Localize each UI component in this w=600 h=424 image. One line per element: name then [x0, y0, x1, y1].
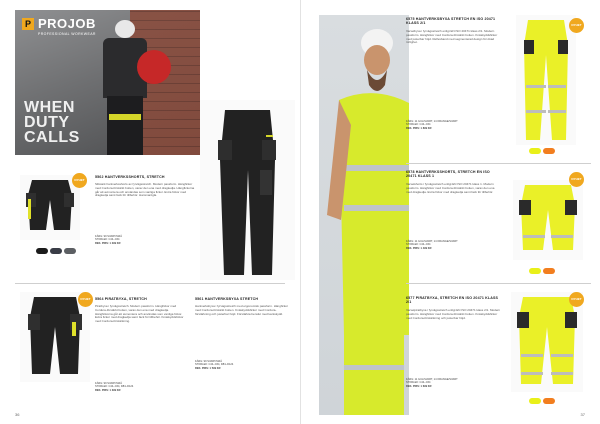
swatch	[64, 248, 76, 254]
badge-new: NYHET	[569, 292, 584, 307]
product-meta: FÄRG: 11 GUL/SVART, 14 ORANGE/SVART STORLEK: C44–C64 REK. PRIS: 1 899 KR	[406, 120, 458, 130]
product-description: Varselpiratbyxa i fyrvägsstretch enligt EN ISO 20471 klass 2/1. Modern passform. Hängfickor med Cordura-förstärkt botten. Knäskyddsfickor med Cordura-förstärkning och justerbar höjd.	[406, 308, 501, 320]
badge-new: NYHET	[78, 292, 93, 307]
product-image-5562	[20, 175, 80, 240]
product-image-6578	[513, 180, 583, 260]
badge-new: NYHET	[72, 173, 87, 188]
product-title: 5562 HANTVERKSSHORTS, STRETCH	[95, 175, 165, 179]
color-swatches	[529, 268, 555, 274]
product-description: Slitstark hantverksshorts av fyrvägsstretch. Modern passform. Hängfickor med Cordura-förstärkt botten, varav den ena med dragkedja. Hängfickorna går att avmontera och användas som vanliga fickor. Extra fickor med dragkedja samt fack för tillbehör. Hammarögla.	[95, 182, 195, 198]
swatch	[529, 148, 541, 154]
badge-new: NYHET	[569, 18, 584, 33]
right-page	[300, 0, 600, 424]
product-image-6575	[516, 15, 576, 145]
swatch	[543, 268, 555, 274]
product-meta: FÄRG: 99 SVART/GRÅ STORLEK: C44–C64 REK. PRIS: 1 299 KR	[95, 235, 123, 245]
product-title: 6578 HANTVERKSSHORTS, STRETCH EN ISO 20471 KLASS 1	[406, 170, 490, 179]
product-meta: FÄRG: 11 GUL/SVART, 14 ORANGE/SVART STORLEK: C44–C64 REK. PRIS: 1 499 KR	[406, 240, 458, 250]
worker-image	[95, 20, 155, 155]
product-title: 5564 PIRATBYXA, STRETCH	[95, 297, 147, 301]
product-meta: FÄRG: 99 SVART/GRÅ STORLEK: C44–C64, D84–D124 REK. PRIS: 1 599 KR	[195, 360, 234, 370]
product-description: Hantverksbyxa i fyrvägsstretch med ergonomisk passform. Hängfickor med Cordura-förstärkt botten. Knäskyddsfickor med Cordura-förstärkning och justerbar höjd. Förstärkta benslut med kantskydd.	[195, 304, 289, 316]
page-number: 37	[580, 412, 585, 417]
hivis-worker-photo	[319, 15, 409, 415]
product-title: 5561 HANTVERKSBYXA STRETCH	[195, 297, 259, 301]
swatch	[50, 248, 62, 254]
product-meta: FÄRG: 99 SVART/GRÅ STORLEK: C44–C64, D84–D124 REK. PRIS: 1 399 KR	[95, 382, 134, 392]
badge-new: NYHET	[569, 172, 584, 187]
product-image-5564	[20, 292, 90, 382]
color-swatches	[529, 148, 555, 154]
divider	[406, 283, 591, 284]
product-description: Varselbyxa i fyrvägsstretch enligt EN ISO 20471 klass 2/1. Modern passform. Hängfickor med Cordura-förstärkt botten. Knäskyddsfickor med justerbar höjd. Reflexband med segmenterad design för ökad rörlighet.	[406, 29, 498, 45]
product-meta: FÄRG: 11 GUL/SVART, 14 ORANGE/SVART STORLEK: C44–C64 REK. PRIS: 1 699 KR	[406, 378, 458, 388]
divider	[406, 163, 591, 164]
product-image-6577	[511, 292, 583, 392]
swatch	[36, 248, 48, 254]
swatch	[529, 268, 541, 274]
product-image-5561	[200, 100, 295, 280]
color-swatches	[529, 398, 555, 404]
product-description: Varselshorts i fyrvägsstretch enligt EN ISO 20471 klass 1. Modern passform. Hängfickor med Cordura-förstärkt botten, varav den ena med dragkedja. Extra fickor med dragkedja samt fack för tillbehör.	[406, 182, 495, 194]
swatch	[543, 398, 555, 404]
swatch	[543, 148, 555, 154]
extinguisher-image	[137, 50, 171, 84]
product-title: 6575 HANTVERKSBYXA STRETCH EN ISO 20471 KLASS 2/1	[406, 17, 496, 26]
brand-logo	[22, 16, 96, 36]
color-swatches	[36, 248, 76, 254]
hero-title: WHEN DUTY CALLS	[24, 99, 80, 146]
product-description: Piratbyxa i fyrvägsstretch. Modern passform. Hängfickor med Cordura-förstärkt botten, varav den ena med dragkedja. Hängfickorna går att avmontera och användas som vanliga fickor. Extra fickor med dragkedja samt fack för tillbehör. Knäskyddsfickor med Cordura-förstärkning.	[95, 304, 184, 324]
product-title: 6577 PIRATBYXA, STRETCH EN ISO 20471 KLASS 2/1	[406, 296, 499, 305]
page-number: 36	[15, 412, 20, 417]
swatch	[529, 398, 541, 404]
brand-tagline: PROFESSIONAL WORKWEAR	[38, 32, 96, 36]
brand-mark-icon: P	[22, 18, 34, 30]
divider	[15, 283, 285, 284]
brand-name: PROJOB	[38, 16, 96, 31]
